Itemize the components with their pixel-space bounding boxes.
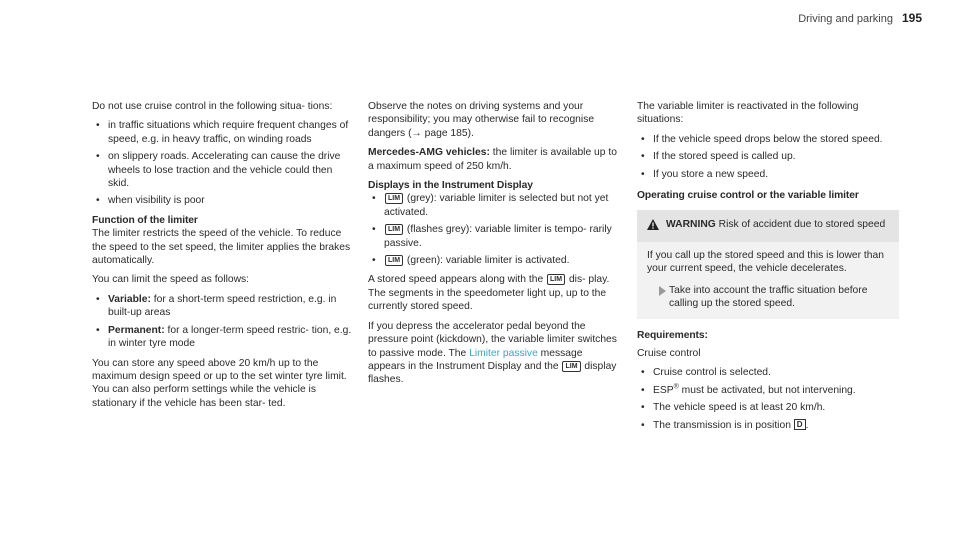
column-right	[637, 100, 899, 438]
warning-action	[647, 284, 889, 311]
list-item	[92, 324, 352, 351]
text-part: must be activated, but not intervening.	[678, 384, 856, 396]
amg-term: Mercedes-AMG vehicles:	[368, 147, 490, 159]
text-part: dis- play. The segments in the speedometer light up, up to the currently stored speed.	[368, 274, 610, 313]
section-title: Driving and parking	[798, 13, 893, 25]
store-text: You can store any speed above 20 km/h up to the maximum design speed or up to the set winter tyre limit. You can also perform settings while the vehicle is stationary if the vehicle has been star- ted.	[92, 357, 347, 409]
text-part: Cruise control is selected.	[653, 367, 771, 379]
requirements-list	[637, 366, 899, 432]
operating-heading: Operating cruise control or the variable limiter	[637, 190, 859, 202]
text-part: .	[805, 419, 809, 431]
display-heading: Displays in the Instrument Display	[368, 180, 533, 192]
text-part: display flashes.	[368, 360, 617, 386]
modes-list	[92, 293, 352, 351]
limit-text: You can limit the speed as follows:	[92, 274, 250, 286]
warning-box	[637, 210, 899, 319]
list-item	[637, 419, 899, 432]
lim-icon: LIM	[562, 361, 580, 372]
text-part: If you depress the accelerator pedal beyond the pressure point (kickdown), the variable limiter switches to passive mode. The	[368, 320, 617, 359]
list-item: • on slippery roads. Accelerating can cause the drive wheels to lose traction and the vehicle could then skid.	[92, 150, 352, 190]
amg-text	[368, 146, 620, 173]
gear-d-icon: D	[794, 419, 806, 430]
limiter-passive-message: Limiter passive	[469, 347, 538, 359]
text-part: ESP	[653, 384, 674, 396]
display-text: (green): variable limiter is activated.	[404, 255, 570, 267]
warning-triangle-icon	[647, 219, 659, 234]
mode-text: for a short-term speed restriction, e.g. in built-up areas	[108, 293, 337, 319]
mode-term: Variable:	[108, 293, 151, 305]
reactivated-text: The variable limiter is reactivated in the following situations:	[637, 101, 859, 126]
requirements-sub: Cruise control	[637, 347, 701, 359]
list-item	[368, 223, 620, 250]
display-text: (grey): variable limiter is selected but not yet activated.	[384, 193, 609, 218]
reactivate-list	[637, 133, 899, 181]
list-item	[92, 293, 352, 320]
warning-title-text: Risk of accident due to stored speed	[715, 219, 886, 231]
column-left	[92, 100, 352, 416]
registered-mark: ®	[673, 383, 679, 391]
list-item	[637, 401, 899, 414]
list-item	[368, 192, 620, 219]
display-text: (flashes grey): variable limiter is tempo- rarily passive.	[384, 224, 612, 249]
mode-text: for a longer-term speed restric- tion, e.g. in winter tyre mode	[108, 324, 352, 350]
arrow-right-icon	[659, 286, 666, 296]
lim-icon: LIM	[385, 224, 403, 235]
list-item	[637, 384, 899, 397]
list-item: • in traffic situations which require frequent changes of speed, e.g. in heavy traffic, on winding roads	[92, 119, 352, 146]
observe-text: Observe the notes on driving systems and your responsibility; you may otherwise fail to recognise dangers (→ page 185).	[368, 101, 595, 139]
text-part: The vehicle speed is at least 20 km/h.	[653, 402, 826, 414]
list-item	[368, 254, 620, 267]
text-part: A stored speed appears along with the	[368, 274, 547, 286]
list-item: • If you store a new speed.	[637, 168, 899, 181]
text-part: message appears in the Instrument Display and the	[368, 347, 583, 372]
list-item: • If the vehicle speed drops below the stored speed.	[637, 133, 899, 146]
list-item: • when visibility is poor	[92, 194, 352, 207]
amg-detail: the limiter is available up to a maximum speed of 250 km/h.	[368, 147, 617, 172]
list-item	[637, 366, 899, 379]
column-middle	[368, 100, 620, 393]
requirements-heading: Requirements:	[637, 330, 708, 342]
text-part: The transmission is in position	[653, 419, 794, 431]
warning-text: If you call up the stored speed and this is lower than your current speed, the vehicle decelerates.	[647, 249, 884, 275]
mode-term: Permanent:	[108, 324, 165, 336]
lim-icon: LIM	[547, 274, 565, 285]
warning-title	[666, 218, 885, 231]
situations-list	[92, 119, 352, 207]
warning-body	[637, 242, 899, 320]
kickdown-text	[368, 320, 620, 387]
stored-speed-text	[368, 273, 620, 313]
function-text: The limiter restricts the speed of the vehicle. To reduce the speed to the set speed, the limiter applies the brakes automatically.	[92, 228, 351, 267]
page-number: 195	[901, 11, 922, 25]
warning-header	[637, 210, 899, 241]
display-list	[368, 192, 620, 267]
warning-action-text: Take into account the traffic situation before calling up the stored speed.	[669, 284, 868, 310]
list-item: • If the stored speed is called up.	[637, 150, 899, 163]
function-heading: Function of the limiter	[92, 214, 198, 226]
lim-icon: LIM	[385, 193, 403, 204]
page-header	[798, 12, 922, 26]
lim-icon: LIM	[385, 255, 403, 266]
intro-text: Do not use cruise control in the following situa- tions:	[92, 101, 333, 112]
warning-label: WARNING	[666, 219, 716, 231]
